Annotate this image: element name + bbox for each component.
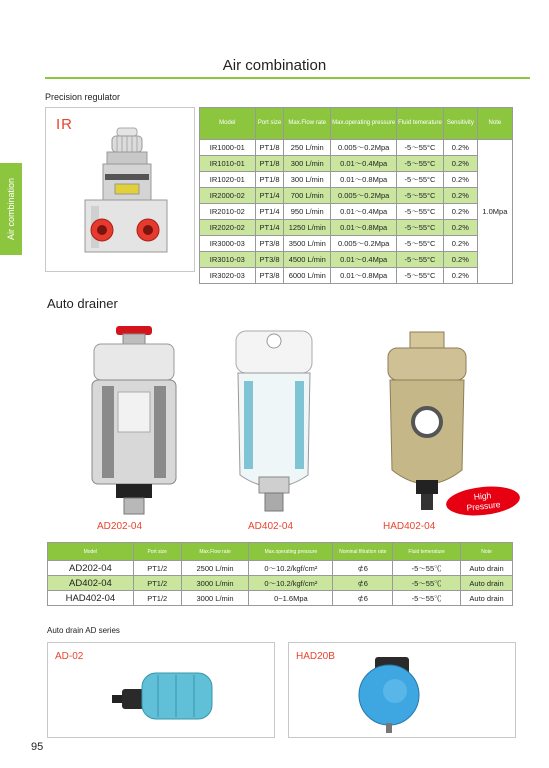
table-cell: -5～55℃ [393,591,461,606]
table-row [48,591,513,606]
table-cell: 0~1.6Mpa [249,591,333,606]
table-cell: PT3/8 [255,268,284,284]
table-cell: 300 L/min [284,172,331,188]
table-cell: 0.005～0.2Mpa [331,188,397,204]
column-header: Fluid temerature [397,108,444,140]
table-cell: 0.01～0.8Mpa [331,220,397,236]
table-cell: 3000 L/min [181,591,249,606]
regulator-section-title: Precision regulator [45,92,121,102]
column-header: Max.operating pressure [249,543,333,561]
column-header: Max.Flow rate [181,543,249,561]
product-caption-had402: HAD402-04 [383,521,436,532]
table-cell: HAD402-04 [48,591,134,606]
table-row [200,268,513,284]
table-cell: IR1010-01 [200,156,256,172]
table-cell: PT3/8 [255,236,284,252]
table-cell: 300 L/min [284,156,331,172]
column-header: Nominal filtration rate [333,543,393,561]
table-cell: ⊄6 [333,576,393,591]
table-cell: 0.2% [443,156,477,172]
ad02-image [110,659,230,729]
column-header: Sensitivity [443,108,477,140]
table-cell: IR1000-01 [200,140,256,156]
table-cell: PT1/4 [255,188,284,204]
ir-product-box [45,107,195,272]
ir-label: IR [56,116,73,133]
column-header: Note [477,108,512,140]
table-cell: 0.2% [443,252,477,268]
title-rule [45,77,530,79]
table-cell: IR1020-01 [200,172,256,188]
table-cell: 0.2% [443,204,477,220]
table-cell: -5～55°C [397,188,444,204]
table-cell: PT1/8 [255,172,284,188]
table-cell: -5～55℃ [393,561,461,576]
column-header: Port size [255,108,284,140]
badge-line: Pressure [466,499,501,513]
drainer-section-title: Auto drainer [47,296,118,311]
table-cell: ⊄6 [333,561,393,576]
product-caption-ad202: AD202-04 [97,521,143,532]
table-cell: Auto drain [461,591,513,606]
side-tab-label: Air combination [6,177,16,241]
ad02-product-box [47,642,275,738]
table-cell: -5～55℃ [393,576,461,591]
table-cell: Auto drain [461,576,513,591]
table-header-row [200,108,513,140]
table-cell: PT1/4 [255,220,284,236]
table-cell: PT1/8 [255,140,284,156]
table-cell: IR3000-03 [200,236,256,252]
table-note-cell: 1.0Mpa [477,140,512,284]
table-cell: 4500 L/min [284,252,331,268]
table-cell: -5～55°C [397,156,444,172]
table-row [48,576,513,591]
table-cell: 950 L/min [284,204,331,220]
table-row [200,220,513,236]
table-cell: 0～10.2/kgf/cm² [249,561,333,576]
had20b-product-box [288,642,516,738]
table-cell: 0.005～0.2Mpa [331,236,397,252]
ad-series-section-title: Auto drain AD series [47,626,120,635]
table-cell: PT1/2 [133,561,181,576]
table-cell: 3000 L/min [181,576,249,591]
table-cell: 0.2% [443,140,477,156]
table-cell: 0.01～0.4Mpa [331,252,397,268]
table-cell: 3500 L/min [284,236,331,252]
table-header-row [48,543,513,561]
had20b-label: HAD20B [296,651,335,662]
product-caption-ad402: AD402-04 [248,521,294,532]
table-cell: 0.2% [443,188,477,204]
table-cell: 2500 L/min [181,561,249,576]
table-cell: 0～10.2/kgf/cm² [249,576,333,591]
table-cell: AD402-04 [48,576,134,591]
table-cell: IR3010-03 [200,252,256,268]
table-cell: 0.005～0.2Mpa [331,140,397,156]
column-header: Max.Flow rate [284,108,331,140]
table-cell: ⊄6 [333,591,393,606]
ad202-image [88,322,180,518]
table-cell: PT1/8 [255,156,284,172]
ad02-label: AD-02 [55,651,84,662]
table-row [200,156,513,172]
table-cell: 1250 L/min [284,220,331,236]
regulator-image [71,124,181,264]
table-cell: 0.01～0.8Mpa [331,268,397,284]
table-cell: 0.2% [443,220,477,236]
column-header: Note [461,543,513,561]
table-cell: PT1/2 [133,576,181,591]
table-cell: -5～55°C [397,140,444,156]
table-cell: Auto drain [461,561,513,576]
had402-image [384,330,470,516]
column-header: Port size [133,543,181,561]
table-cell: IR2000-02 [200,188,256,204]
column-header: Max.operating pressure [331,108,397,140]
table-row [200,204,513,220]
table-cell: 6000 L/min [284,268,331,284]
table-cell: PT3/8 [255,252,284,268]
table-cell: 250 L/min [284,140,331,156]
ad402-image [232,327,316,517]
had20b-image [349,651,429,735]
table-cell: 0.2% [443,236,477,252]
table-row [200,252,513,268]
column-header: Fluid temerature [393,543,461,561]
table-cell: IR3020-03 [200,268,256,284]
table-cell: -5～55°C [397,236,444,252]
page-number: 95 [31,741,44,753]
table-cell: IR2010-02 [200,204,256,220]
table-row [48,561,513,576]
drainer-spec-table [47,542,513,606]
column-header: Model [48,543,134,561]
table-cell: -5～55°C [397,268,444,284]
column-header: Model [200,108,256,140]
regulator-spec-table [199,107,513,284]
table-cell: 0.2% [443,268,477,284]
table-cell: 0.01～0.8Mpa [331,172,397,188]
table-row [200,172,513,188]
page-title: Air combination [222,57,327,74]
table-cell: PT1/2 [133,591,181,606]
table-row [200,188,513,204]
table-cell: -5～55°C [397,220,444,236]
table-cell: IR2020-02 [200,220,256,236]
table-cell: -5～55°C [397,252,444,268]
table-cell: 0.2% [443,172,477,188]
table-cell: AD202-04 [48,561,134,576]
badge-line: High [473,490,492,502]
side-tab [0,163,22,255]
table-cell: PT1/4 [255,204,284,220]
table-cell: 700 L/min [284,188,331,204]
table-cell: -5～55°C [397,204,444,220]
table-cell: -5～55°C [397,172,444,188]
table-cell: 0.01～0.4Mpa [331,204,397,220]
table-cell: 0.01～0.4Mpa [331,156,397,172]
table-row [200,236,513,252]
table-row [200,140,513,156]
